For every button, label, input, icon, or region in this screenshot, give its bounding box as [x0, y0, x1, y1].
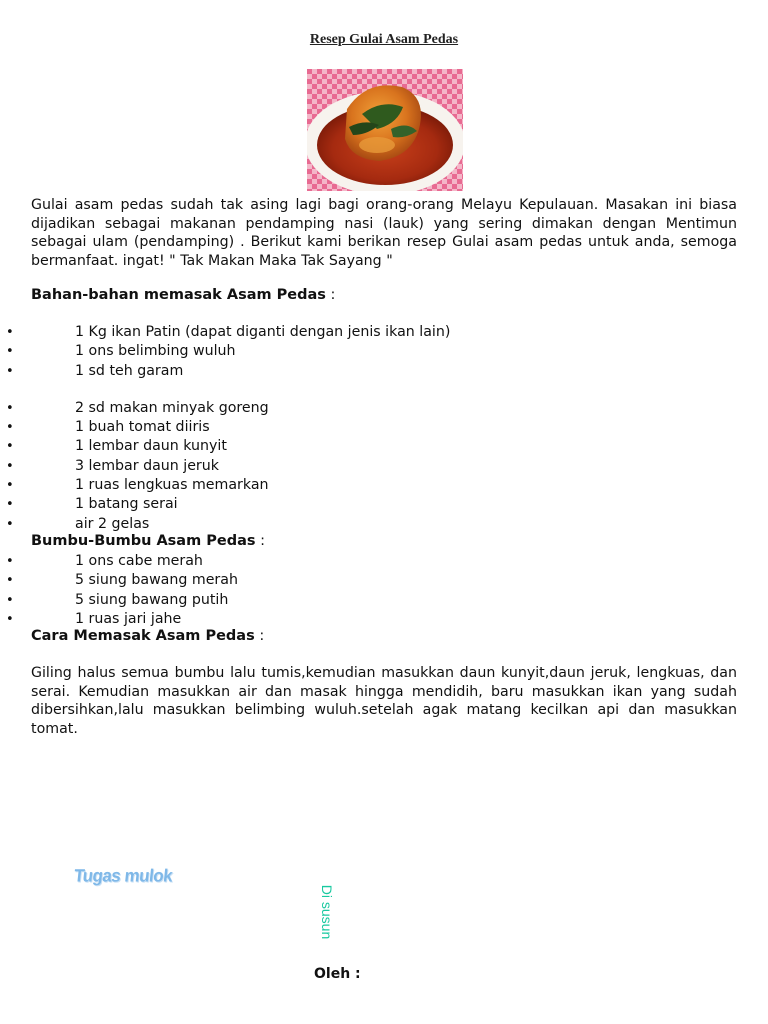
ingredients-heading-suffix: : — [325, 287, 336, 303]
wordart-tugas-mulok: Tugas mulok — [73, 865, 174, 886]
list-item: • 5 siung bawang merah — [0, 571, 740, 590]
list-item: • 3 lembar daun jeruk — [0, 457, 740, 476]
list-item: • 1 batang serai — [0, 495, 740, 514]
list-item: • 1 lembar daun kunyit — [0, 437, 740, 456]
dish-photo — [307, 69, 463, 191]
ingredients-list — [0, 323, 740, 534]
ingredients-heading-text: Bahan-bahan memasak Asam Pedas — [31, 287, 326, 303]
spices-heading — [31, 533, 265, 549]
list-item: • 1 sd teh garam — [0, 362, 740, 381]
list-item: • 5 siung bawang putih — [0, 591, 740, 610]
dish-photo-image — [307, 69, 463, 191]
wordart-disusun: Di susun — [319, 884, 336, 940]
spices-heading-text: Bumbu-Bumbu Asam Pedas — [31, 533, 256, 549]
document-title: Resep Gulai Asam Pedas — [309, 32, 459, 47]
list-item: • 1 ruas jari jahe — [0, 610, 740, 629]
list-item: • 1 ruas lengkuas memarkan — [0, 476, 740, 495]
method-heading-suffix: : — [254, 628, 265, 644]
list-item: • air 2 gelas — [0, 515, 740, 534]
method-paragraph: Giling halus semua bumbu lalu tumis,kemudian masukkan daun kunyit,daun jeruk, lengkuas, dan serai. Kemudian masukkan air dan masak hingga mendidih, baru masukkan ikan yang sudah dibersihkan,lalu masukkan belimbing wuluh.setelah agak matang kecilkan api dan masukkan tomat. — [31, 665, 737, 737]
spices-list — [0, 552, 740, 629]
list-item: • 1 Kg ikan Patin (dapat diganti dengan jenis ikan lain) — [0, 323, 740, 342]
ingredients-heading — [31, 287, 335, 303]
list-item: • 1 buah tomat diiris — [0, 418, 740, 437]
list-item: • 1 ons cabe merah — [0, 552, 740, 571]
method-heading — [31, 628, 264, 644]
oleh-label: Oleh : — [314, 966, 361, 982]
list-item: • 2 sd makan minyak goreng — [0, 399, 740, 418]
spices-heading-suffix: : — [255, 533, 265, 549]
list-item: • 1 ons belimbing wuluh — [0, 342, 740, 361]
method-heading-text: Cara Memasak Asam Pedas — [31, 628, 255, 644]
list-spacer — [0, 381, 740, 399]
intro-paragraph: Gulai asam pedas sudah tak asing lagi bagi orang-orang Melayu Kepulauan. Masakan ini biasa dijadikan sebagai makanan pendamping nasi (lauk) yang sering dimakan dengan Mentimun sebagai ulam (pendamping) . Berikut kami berikan resep Gulai asam pedas untuk anda, semoga bermanfaat. ingat! " Tak Makan Maka Tak Sayang " — [31, 197, 737, 269]
